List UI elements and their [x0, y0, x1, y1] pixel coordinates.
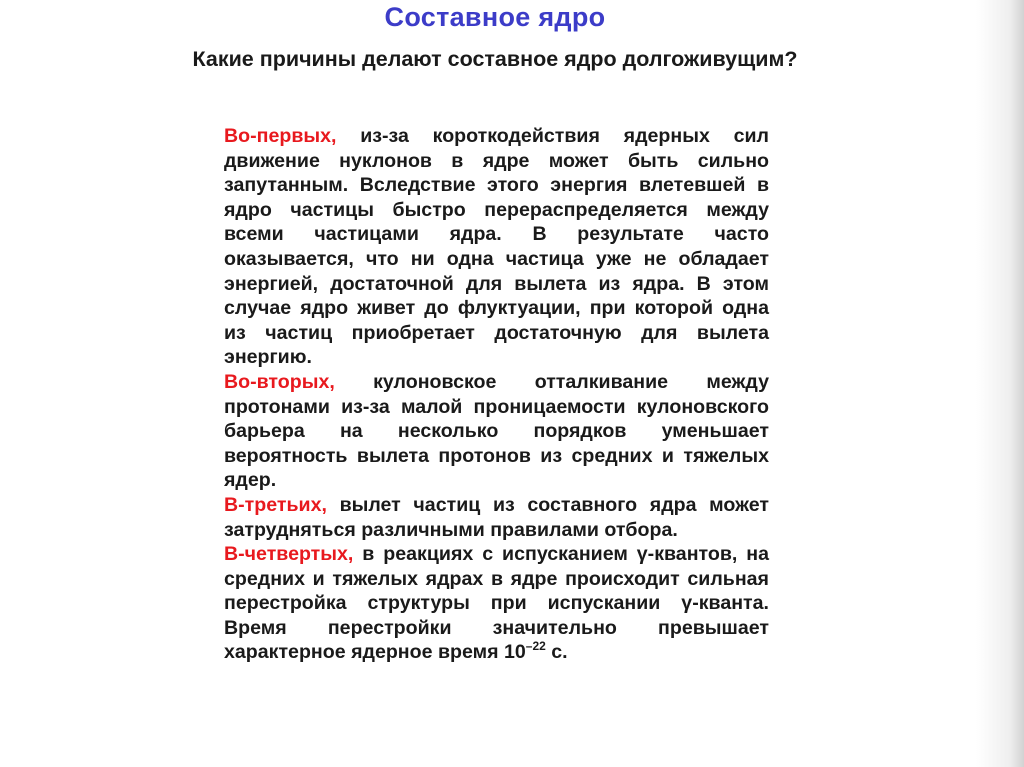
exponent: –22: [525, 638, 546, 653]
paragraph-text: вылет частиц из составного ядра может затрудняться различными правилами отбора.: [224, 493, 769, 541]
slide-question: Какие причины делают составное ядро долгоживущим?: [192, 47, 798, 71]
slide-body: [224, 124, 769, 665]
page-curl-shadow: [976, 0, 1024, 767]
paragraph-third: [224, 493, 769, 542]
paragraph-second: [224, 370, 769, 493]
slide-title: Составное ядро: [384, 2, 606, 32]
paragraph-tail: с.: [545, 641, 568, 664]
paragraph-lead: Во-первых,: [224, 125, 337, 147]
paragraph-lead: Во-вторых,: [224, 370, 335, 393]
paragraph-text: в реакциях с испусканием γ-квантов, на средних и тяжелых ядрах в ядре происходит сильная перестройка структуры при испускании γ-кванта. Время перестройки значительно превышает характерное ядерное время 10: [224, 543, 769, 664]
paragraph-lead: В-третьих,: [224, 493, 327, 516]
paragraph-first: [224, 124, 769, 370]
paragraph-fourth: [224, 542, 769, 665]
paragraph-text: из-за короткодействия ядерных сил движение нуклонов в ядре может быть сильно запутанным. Вследствие этого энергия влетевшей в ядро частицы быстро перераспределяется между всеми частицами ядра. В результате часто оказывается, что ни одна частица уже не обладает энергией, достаточной для вылета из ядра. В этом случае ядро живет до флуктуации, при которой одна из частиц приобретает достаточную для вылета энергию.: [224, 125, 769, 369]
paragraph-lead: В-четвертых,: [224, 543, 354, 566]
paragraph-text: кулоновское отталкивание между протонами из-за малой проницаемости кулоновского барьера на несколько порядков уменьшает вероятность вылета протонов из средних и тяжелых ядер.: [224, 370, 769, 492]
